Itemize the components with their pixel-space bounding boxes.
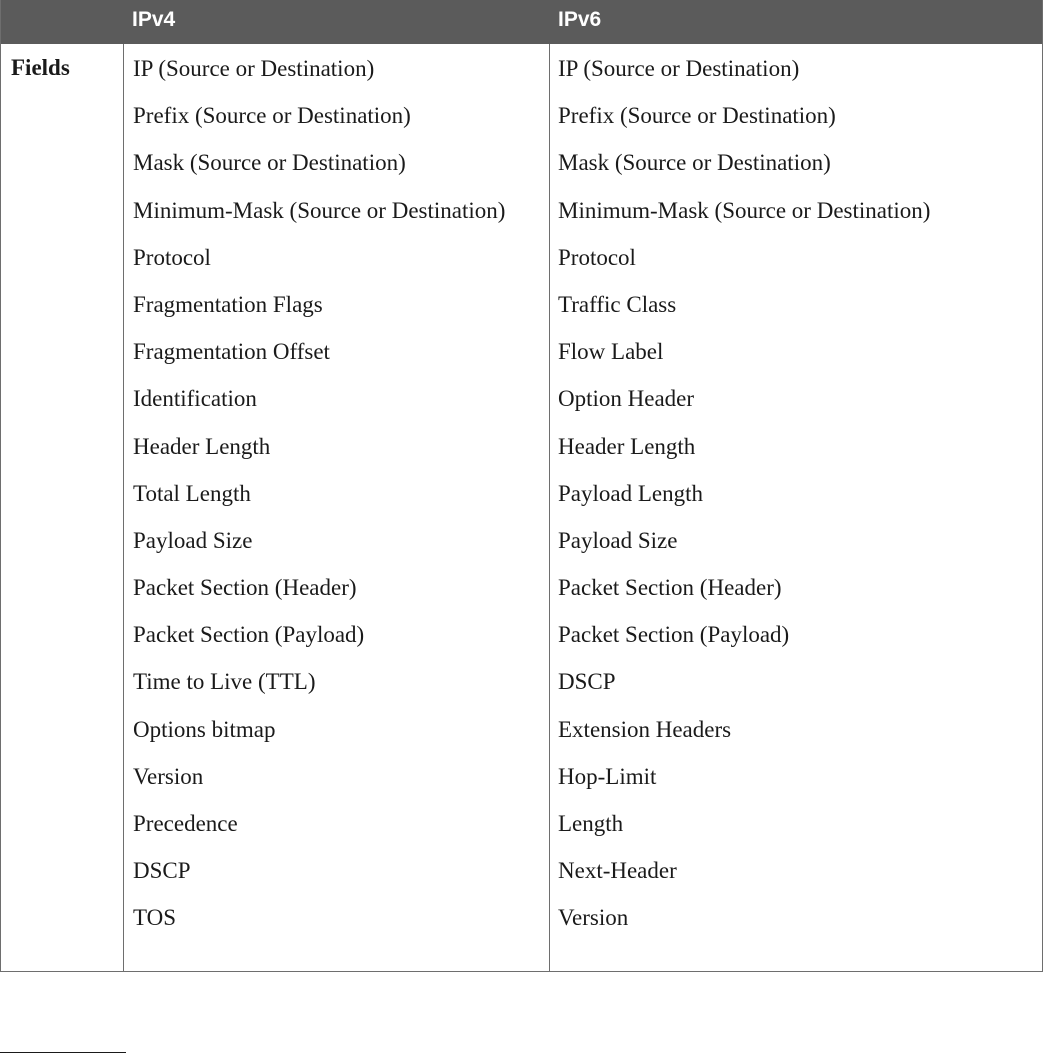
list-item: Precedence <box>133 811 238 836</box>
list-item: Extension Headers <box>558 716 732 742</box>
row-label-fields: Fields <box>11 55 70 80</box>
list-item: IP (Source or Destination) <box>133 56 375 81</box>
list-item: Packet Section (Payload) <box>558 622 790 648</box>
list-item: Protocol <box>558 244 636 270</box>
list-item: Version <box>558 905 629 931</box>
list-item: Payload Size <box>558 527 678 553</box>
list-item: Version <box>133 763 204 789</box>
list-item: Length <box>558 811 624 836</box>
list-item: Minimum-Mask (Source or Destination) <box>133 197 506 223</box>
list-item: Packet Section (Header) <box>558 575 782 601</box>
column-divider <box>549 44 550 971</box>
header-cell-empty <box>1 0 123 44</box>
ipv6-fields-list <box>558 54 1038 951</box>
list-item: Mask (Source or Destination) <box>133 150 406 176</box>
table-header-row <box>1 0 1042 44</box>
list-item: Packet Section (Header) <box>133 575 357 601</box>
list-item: Minimum-Mask (Source or Destination) <box>558 197 931 223</box>
list-item: Prefix (Source or Destination) <box>133 103 411 129</box>
list-item: Packet Section (Payload) <box>133 622 365 648</box>
list-item: Mask (Source or Destination) <box>558 150 831 176</box>
list-item: Options bitmap <box>133 716 276 742</box>
list-item: Time to Live (TTL) <box>133 669 316 695</box>
list-item: Prefix (Source or Destination) <box>558 103 836 129</box>
header-cell-ipv4: IPv4 <box>132 8 176 31</box>
column-divider <box>123 44 124 971</box>
list-item: Fragmentation Flags <box>133 291 323 317</box>
list-item: DSCP <box>558 669 616 695</box>
list-item: Hop-Limit <box>558 763 657 789</box>
list-item: Protocol <box>133 244 211 270</box>
list-item: Option Header <box>558 386 695 412</box>
list-item: Total Length <box>133 480 251 506</box>
list-item: Next-Header <box>558 858 677 884</box>
list-item: Fragmentation Offset <box>133 339 330 365</box>
footnote-rule <box>0 1052 126 1053</box>
ipv4-fields-list <box>133 54 533 951</box>
list-item: DSCP <box>133 858 191 884</box>
list-item: Header Length <box>133 433 271 459</box>
list-item: Header Length <box>558 433 696 459</box>
list-item: Payload Size <box>133 527 253 553</box>
list-item: IP (Source or Destination) <box>558 56 800 81</box>
list-item: TOS <box>133 905 177 931</box>
list-item: Traffic Class <box>558 291 677 317</box>
header-cell-ipv6: IPv6 <box>558 8 602 31</box>
list-item: Flow Label <box>558 339 664 365</box>
list-item: Identification <box>133 386 257 412</box>
list-item: Payload Length <box>558 480 703 506</box>
